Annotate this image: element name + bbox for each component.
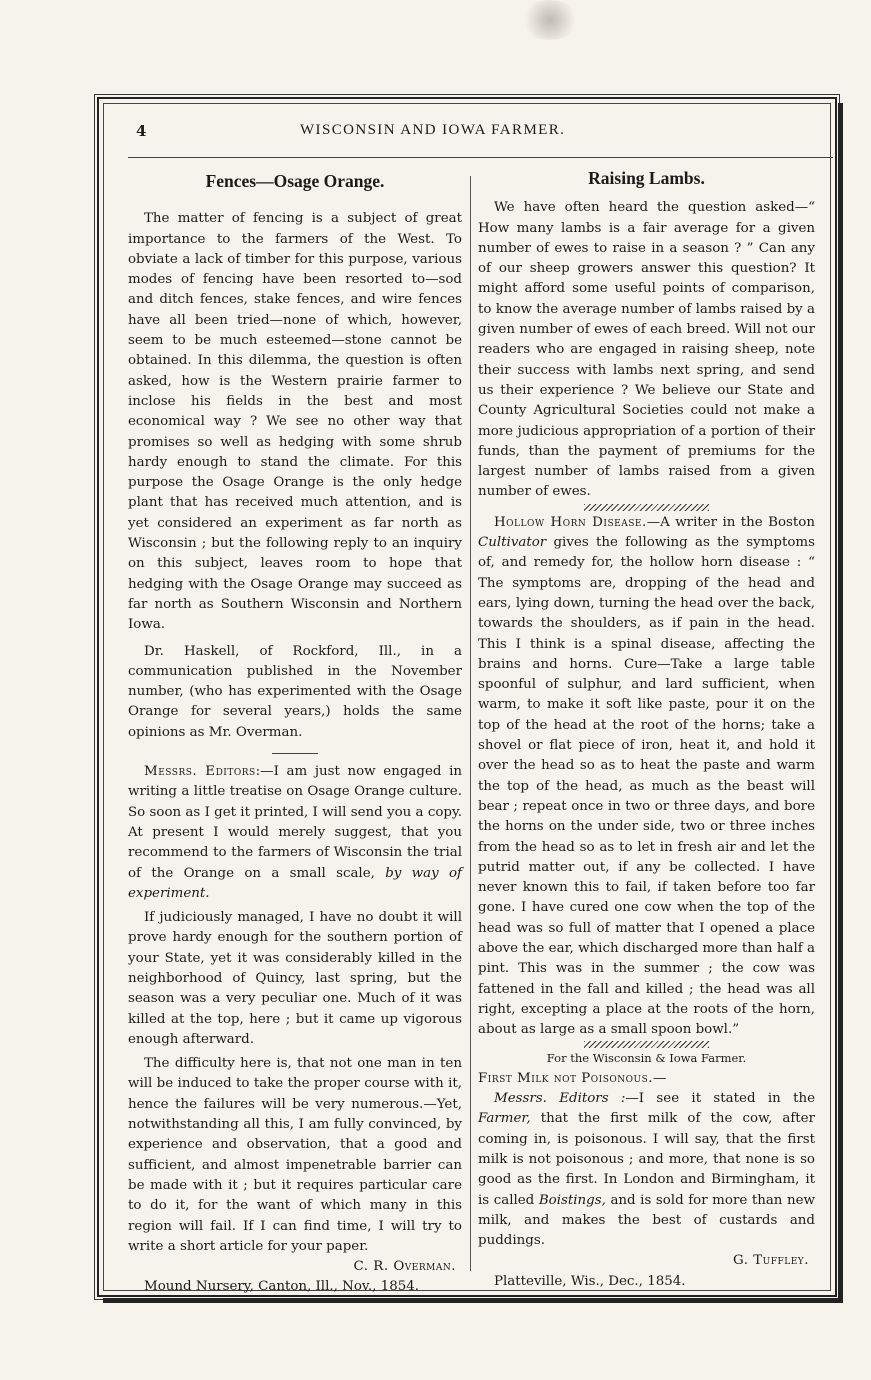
left-column [128, 168, 462, 1298]
hollow-horn-paragraph [478, 513, 815, 1041]
letter-italic: by way of experiment. [128, 865, 462, 901]
dateline-platteville: Platteville, Wis., Dec., 1854. [494, 1273, 686, 1289]
fences-paragraph-2: Dr. Haskell, of Rockford, Ill., in a communication published in the November number, (who has experimented with the Osage Orange for several years,) holds the same opinions as Mr. Overman. [128, 643, 462, 740]
boistings-word: Boistings, [538, 1192, 606, 1208]
cultivator-title: Cultivator [478, 535, 547, 551]
farmer-title: Farmer, [478, 1111, 531, 1127]
hollow-horn-heading: Hollow Horn Disease. [494, 514, 647, 530]
signature-overman: C. R. Overman. [353, 1259, 456, 1275]
first-milk-paragraph [478, 1089, 815, 1251]
credit-line: For the Wisconsin & Iowa Farmer. [546, 1051, 747, 1066]
letter-salutation: Messrs. Editors [144, 764, 256, 780]
header-rule [128, 157, 833, 158]
ink-stain [520, 0, 580, 40]
first-milk-heading: First Milk not Poisonous.— [478, 1070, 667, 1086]
hollow-horn-intro-2: gives the following as the symptoms of, and remedy for, the hollow horn disease : [478, 535, 815, 571]
article-title-fences: Fences—Osage Orange. [205, 171, 385, 191]
first-milk-text-a: —I see it stated in the [625, 1091, 815, 1107]
running-head: WISCONSIN AND IOWA FARMER. [300, 122, 566, 138]
letter-text: :—I am just now engaged in writing a little treatise on Osage Orange culture. So soon as I get it printed, I will send you a copy. At present I would merely suggest, that you recommend to the farmers of Wisconsin the trial of the Orange on a small scale, [128, 764, 462, 881]
hollow-horn-intro: —A writer in the Boston [646, 514, 815, 530]
first-milk-salutation: Messrs. Editors : [494, 1091, 626, 1107]
section-rule [272, 753, 318, 754]
article-title-lambs: Raising Lambs. [588, 168, 705, 188]
overman-letter-paragraph-3: The difficulty here is, that not one man in ten will be induced to take the proper course with it, hence the failures will be very numerous.—Yet, notwithstanding all this, I am fully convinced, by experience and observation, that a good and sufficient, and almost impenetrable barrier can be made with it ; but it requires particular care to do it, for the want of which many in this region will fail. If I can find time, I will try to write a short article for your paper. [128, 1056, 462, 1254]
wavy-rule-1 [584, 504, 709, 511]
overman-letter-paragraph-1 [128, 762, 462, 904]
right-column [478, 168, 815, 1292]
lambs-paragraph: We have often heard the question asked—“ How many lambs is a fair average for a given number of ewes to raise in a season ? ” Can any of our sheep growers answer this question? It might afford some useful points of comparison, to know the average number of lambs raised by a given number of ewes of each breed. Will not our readers who are engaged in raising sheep, note their success with lambs next spring, and send us their experience ? We believe our State and County Agricultural Societies could not make a more judicious appropriation of a portion of their funds, than the payment of premiums for the largest number of lambs raised from a given number of ewes. [478, 200, 815, 500]
fences-paragraph-1: The matter of fencing is a subject of great importance to the farmers of the West. To obviate a lack of timber for this purpose, various modes of fencing have been resorted to—sod and ditch fences, stake fences, and wire fences have all been tried—none of which, however, seem to be much esteemed—stone cannot be obtained. In this dilemma, the question is often asked, how is the Western prairie farmer to inclose his fields in the best and most economical way ? We see no other way that promises so well as hedging with some shrub hardy enough to stand the climate. For this purpose the Osage Orange is the only hedge plant that has received much attention, and is yet considered an experiment as far north as Wisconsin ; but the following reply to an inquiry on this subject, leaves room to hope that hedging with the Osage Orange may succeed as far north as Southern Wisconsin and Northern Iowa. [128, 211, 462, 633]
hollow-horn-body: “ The symptoms are, dropping of the head and ears, lying down, turning the head over the back, towards the shoulders, as if pain in the head. This I think is a spinal disease, affecting the brains and horns. Cure—Take a large table spoonful of sulphur, and lard sufficient, when warm, to make it soft like paste, pour it on the top of the head at the root of the horns; take a shovel or flat piece of iron, heat it, and hold it over the head so as to heat the paste and warm the top of the head, as much as the beast will bear ; repeat once in two or three days, and bore the horns on the under side, two or three inches from the head so as to let in fresh air and let the putrid matter out, if any be collected. I have never known this to fail, if taken before too far gone. I have cured one cow when the top of the head was so full of matter that I opened a place above the ear, which discharged more than half a pint. This was in the summer ; the cow was fattened in the fall and killed ; the head was all right, excepting a place at the roots of the horn, about as large as a small spoon bowl.” [478, 555, 815, 1038]
overman-letter-paragraph-2: If judiciously managed, I have no doubt it will prove hardy enough for the southern portion of your State, yet it was considerably killed in the neighborhood of Quincy, last spring, but the season was a very peculiar one. Much of it was killed at the top, here ; but it came up vigorous enough afterward. [128, 910, 462, 1047]
first-milk-text-b: that the first milk of the cow, after coming in, is poisonous. I will say, that the first milk is not poisonous ; and more, that none is so good as the first. In London and Birmingham, it is called [478, 1111, 815, 1208]
signature-tuffley: G. Tuffley. [733, 1253, 809, 1269]
column-divider [470, 176, 471, 1271]
dateline-mound-nursery: Mound Nursery, Canton, Ill., Nov., 1854. [144, 1279, 420, 1295]
page-number: 4 [136, 122, 147, 140]
wavy-rule-2 [584, 1041, 709, 1048]
first-milk-text-c: and is sold for more than new milk, and makes the best of custards and puddings. [478, 1192, 815, 1249]
